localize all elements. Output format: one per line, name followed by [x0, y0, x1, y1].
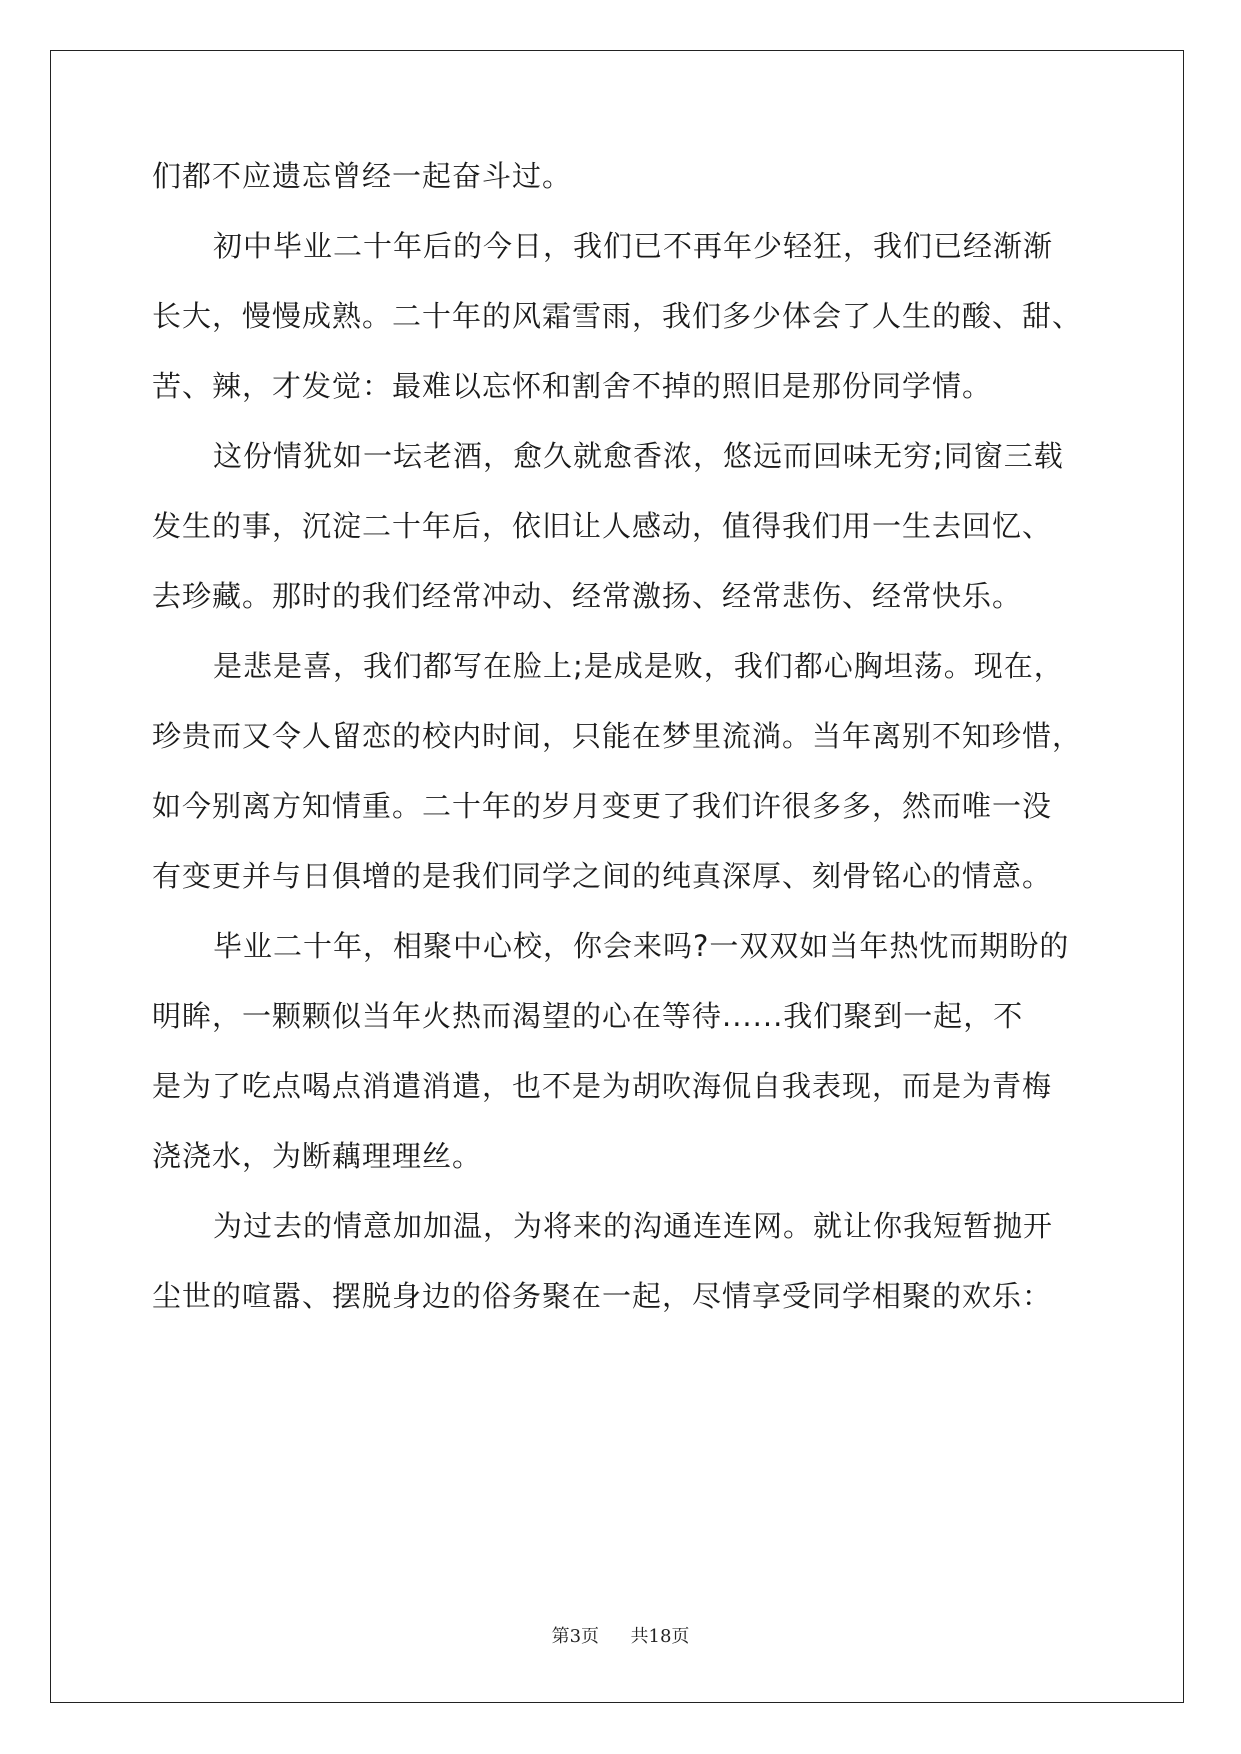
text-line: 们都不应遗忘曾经一起奋斗过。 — [152, 159, 573, 193]
text-line: 毕业二十年，相聚中心校，你会来吗?一双双如当年热忱而期盼的 — [213, 929, 1070, 963]
text-line: 珍贵而又令人留恋的校内时间，只能在梦里流淌。当年离别不知珍惜， — [152, 719, 1083, 753]
text-line: 如今别离方知情重。二十年的岁月变更了我们许很多多，然而唯一没 — [152, 789, 1053, 823]
text-line: 是为了吃点喝点消遣消遣，也不是为胡吹海侃自我表现，而是为青梅 — [152, 1069, 1053, 1103]
text-line: 尘世的喧嚣、摆脱身边的俗务聚在一起，尽情享受同学相聚的欢乐： — [152, 1279, 1053, 1313]
text-line: 长大，慢慢成熟。二十年的风霜雪雨，我们多少体会了人生的酸、甜、 — [152, 299, 1083, 333]
text-line: 苦、辣，才发觉：最难以忘怀和割舍不掉的照旧是那份同学情。 — [152, 369, 993, 403]
text-line: 明眸，一颗颗似当年火热而渴望的心在等待......我们聚到一起，不 — [152, 999, 1024, 1033]
text-line: 发生的事，沉淀二十年后，依旧让人感动，值得我们用一生去回忆、 — [152, 509, 1053, 543]
page-footer — [0, 1622, 1241, 1648]
page-number: 第3页 — [551, 1626, 600, 1647]
text-line: 浇浇水，为断藕理理丝。 — [152, 1139, 483, 1173]
text-line: 去珍藏。那时的我们经常冲动、经常激扬、经常悲伤、经常快乐。 — [152, 579, 1023, 613]
text-line: 初中毕业二十年后的今日，我们已不再年少轻狂，我们已经渐渐 — [213, 229, 1054, 263]
page-total: 共18页 — [630, 1626, 690, 1647]
text-line: 是悲是喜，我们都写在脸上;是成是败，我们都心胸坦荡。现在， — [213, 649, 1064, 683]
text-line: 有变更并与日俱增的是我们同学之间的纯真深厚、刻骨铭心的情意。 — [152, 859, 1053, 893]
text-line: 为过去的情意加加温，为将来的沟通连连网。就让你我短暂抛开 — [213, 1209, 1054, 1243]
text-line: 这份情犹如一坛老酒，愈久就愈香浓，悠远而回味无穷;同窗三载 — [213, 439, 1064, 473]
